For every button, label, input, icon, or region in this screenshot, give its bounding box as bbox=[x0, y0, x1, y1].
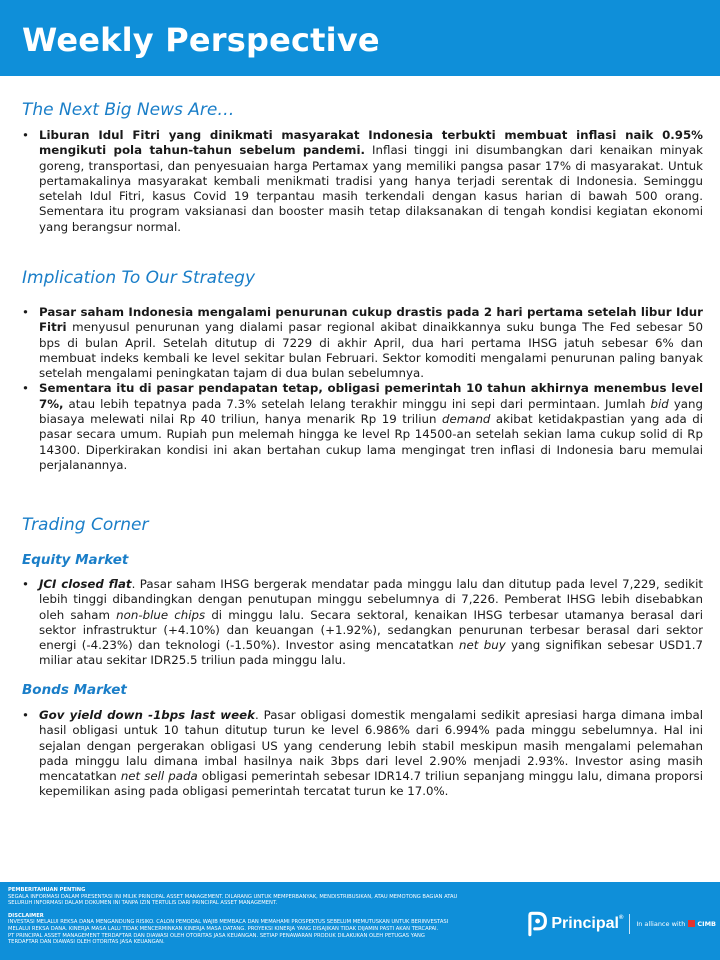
disclaimer-title: DISCLAIMER bbox=[8, 912, 44, 919]
bullet-body: yang biasaya melewati nilai Rp 40 triliun, hanya menarik Rp 19 triliun bbox=[39, 396, 703, 427]
next-big-news-list bbox=[22, 128, 703, 235]
principal-wordmark: Principal® bbox=[551, 915, 624, 932]
bullet-icon: • bbox=[22, 305, 29, 319]
bullet-lead: Gov yield down -1bps last week bbox=[39, 708, 256, 722]
bullet-text bbox=[39, 577, 703, 669]
bullet-body: . Pasar obligasi domestik mengalami sedikit apresiasi harga dimana imbal hasil obligasi untuk 10 tahun ditutup turun ke level 6.986% dari 6.994% pada minggu sebelumnya. Hal ini sejalan dengan pergerakan obligasi US yang cenderung lebih stabil meskipun masih mengalami pelemahan pada minggu lalu dimana imbal hasilnya naik 3bps dari level 2.90% menjadi 2.93%. Investor asing masih mencatatkan bbox=[39, 708, 703, 784]
list-item bbox=[22, 305, 703, 381]
notice-title: PEMBERITAHUAN PENTING bbox=[8, 887, 86, 893]
bullet-body: . Pasar saham IHSG bergerak mendatar pada minggu lalu dan ditutup pada level 7,229, sedikit lebih tinggi dibandingkan dengan penutupan minggu sebelumnya di 7,226. Pemberat IHSG lebih disebabkan oleh saham bbox=[39, 577, 703, 622]
bullet-body: obligasi pemerintah sebesar IDR14.7 triliun sepanjang minggu lalu, dimana proporsi kepemilikan asing pada obligasi pemerintah tercatat turun ke 17.0%. bbox=[39, 769, 703, 799]
bullet-text bbox=[39, 381, 703, 473]
footer-legal-text bbox=[8, 887, 518, 946]
bullet-body: akibat ketidakpastian yang ada di pasar secara umum. Rupiah pun melemah hingga ke level Rp 14500-an setelah sekian lama cukup solid di Rp 14300. Diperkirakan kondisi ini akan bertahan cukup lama mengingat tren inflasi di Indonesia baru memulai perjalanannya. bbox=[39, 412, 703, 472]
disclaimer-line: PT PRINCIPAL ASSET MANAGEMENT TERDAFTAR DAN DIAWASI OLEH OTORITAS JASA KEUANGAN. SETIAP PENAWARAN PRODUK DILAKUKAN OLEH PETUGAS YANG bbox=[8, 932, 425, 939]
bullet-icon: • bbox=[22, 381, 29, 396]
principal-logo bbox=[526, 907, 716, 941]
disclaimer-line: INVESTASI MELALUI REKSA DANA MENGANDUNG RISIKO. CALON PEMODAL WAJIB MEMBACA DAN MEMAHAMI PROSPEKTUS SEBELUM MEMUTUSKAN UNTUK BERINVESTASI bbox=[8, 919, 449, 926]
bullet-body: menyusul penurunan yang dialami pasar regional akibat dinaikkannya suku bunga The Fed sebesar 50 bps di bulan April. Setelah ditutup di 7229 di akhir April, dua hari pertama IHSG jatuh sebesar 6% dan membuat indeks kembali ke level sekitar bulan Februari. Sektor komoditi mengalami penurunan paling banyak setelah mengalami peningkatan tajam di dua bulan sebelumnya. bbox=[39, 320, 703, 381]
bullet-lead: JCI closed flat bbox=[39, 577, 132, 591]
logo-divider bbox=[629, 914, 630, 934]
cimb-logo-icon bbox=[688, 920, 695, 927]
list-item bbox=[22, 577, 703, 669]
bullet-text bbox=[39, 305, 703, 381]
disclaimer-line: TERDAFTAR DAN DIAWASI OLEH OTORITAS JASA KEUANGAN. bbox=[8, 939, 165, 946]
bullet-emphasis: demand bbox=[441, 412, 491, 427]
section-title-implication: Implication To Our Strategy bbox=[22, 268, 256, 288]
principal-logo-icon bbox=[526, 911, 547, 937]
bullet-emphasis: net buy bbox=[459, 638, 506, 653]
bullet-emphasis: net sell pada bbox=[120, 769, 198, 784]
bullet-lead: Pasar saham Indonesia mengalami penurunan cukup drastis pada 2 hari pertama setelah libur Idur Fitri bbox=[39, 305, 703, 335]
alliance-text: In alliance with CIMB bbox=[636, 920, 716, 928]
bullet-icon: • bbox=[22, 128, 29, 142]
bullet-body: atau lebih tepatnya pada 7.3% setelah lelang terakhir minggu ini sepi dari permintaan. Jumlah bbox=[63, 396, 651, 411]
bullet-text bbox=[39, 708, 703, 800]
bullet-lead: Liburan Idul Fitri yang dinikmati masyarakat Indonesia terbukti membuat inflasi naik 0.95% mengikuti pola tahun-tahun sebelum pandemi. bbox=[39, 128, 703, 158]
page-header bbox=[0, 0, 720, 76]
bullet-body: yang signifikan sebesar USD1.7 miliar atau sekitar IDR25.5 triliun pada minggu lalu. bbox=[39, 638, 703, 668]
bullet-icon: • bbox=[22, 708, 29, 722]
implication-list bbox=[22, 305, 703, 473]
list-item bbox=[22, 128, 703, 235]
disclaimer-line: MELALUI REKSA DANA. KINERJA MASA LALU TIDAK MENCERMINKAN KINERJA MASA DATANG. PROYEKSI KINERJA YANG DISAJIKAN TIDAK DIJAMIN PASTI AKAN TERCAPAI. bbox=[8, 925, 439, 932]
section-title-next-big-news: The Next Big News Are… bbox=[22, 100, 235, 120]
bullet-emphasis: non-blue chips bbox=[116, 607, 206, 622]
section-title-trading-corner: Trading Corner bbox=[22, 515, 149, 535]
notice-line: SEGALA INFORMASI DALAM PRESENTASI INI MILIK PRINCIPAL ASSET MANAGEMENT. DILARANG UNTUK MEMPERBANYAK, MENDISTRIBUSIKAN, ATAU MEMOTONG BAGIAN ATAU bbox=[8, 893, 458, 900]
bullet-emphasis: bid bbox=[650, 396, 669, 411]
equity-list bbox=[22, 577, 703, 669]
list-item bbox=[22, 708, 703, 800]
bullet-body: Inflasi tinggi ini disumbangkan dari kenaikan minyak goreng, transportasi, dan penyesuaian harga Pertamax yang memiliki pangsa pasar 17% di masyarakat. Untuk pertamakalinya masyarakat kembali menikmati tradisi yang hanya terjadi serentak di Indonesia. Seminggu setelah Idul Fitri, kasus Covid 19 terpantau masih terkendali dengan kasus harian di bawah 500 orang. Sementara itu program vaksianasi dan booster masih tetap dilaksanakan di tengah kondisi kegiatan ekonomi yang berangsur normal. bbox=[39, 143, 704, 234]
bullet-lead: Sementara itu di pasar pendapatan tetap, obligasi pemerintah 10 tahun akhirnya menembus level 7%, bbox=[39, 381, 703, 411]
cimb-wordmark: CIMB bbox=[697, 920, 716, 928]
bullet-text bbox=[39, 128, 703, 235]
bullet-body: di minggu lalu. Secara sektoral, kenaikan IHSG terbesar utamanya berasal dari sektor infrastruktur (+4.10%) dan keuangan (+1.92%), sedangkan penurunan terbesar berasal dari sektor energi (-4.23%) dan teknologi (-1.50%). Investor asing mencatatkan bbox=[39, 607, 703, 653]
subsection-title-bonds: Bonds Market bbox=[22, 682, 127, 698]
page-footer bbox=[0, 882, 720, 960]
bonds-list bbox=[22, 708, 703, 800]
subsection-title-equity: Equity Market bbox=[22, 552, 129, 568]
bullet-icon: • bbox=[22, 577, 29, 591]
list-item bbox=[22, 381, 703, 473]
page-title: Weekly Perspective bbox=[22, 21, 380, 59]
notice-line: SELURUH INFORMASI DALAM DOKUMEN INI TANPA IZIN TERTULIS DARI PRINCIPAL ASSET MANAGEMENT. bbox=[8, 900, 278, 907]
